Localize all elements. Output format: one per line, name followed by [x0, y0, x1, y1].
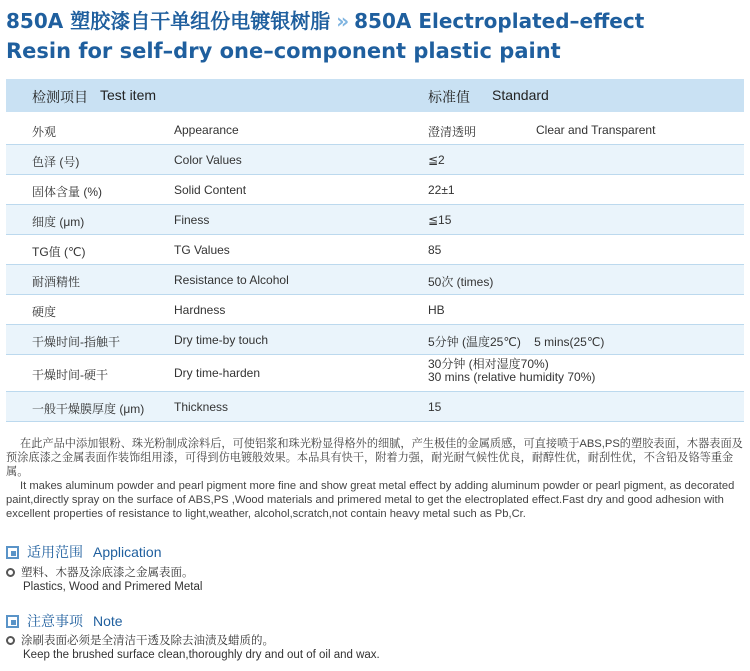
table-row [6, 325, 744, 355]
row-cn: 色泽 (号) [32, 155, 80, 169]
row-value: 22±1 [428, 183, 455, 197]
row-value: 5分钟 (温度25℃) 5 mins(25℃) [428, 335, 605, 349]
row-en: Appearance [174, 123, 239, 137]
note-cn: 涂刷表面必须是全清洁干透及除去油渍及蜡质的。 [21, 635, 274, 647]
row-en: Finess [174, 213, 210, 227]
section-square-icon [6, 546, 19, 559]
title-cn: 850A 塑胶漆自干单组份电镀银树脂 [6, 9, 331, 33]
header-std-en: Standard [492, 87, 549, 103]
row-cn: 细度 (μm) [32, 215, 85, 229]
table-row [6, 145, 744, 175]
table-row [6, 392, 744, 422]
application-heading-en: Application [93, 544, 162, 560]
row-cn: 干燥时间-指触干 [32, 335, 120, 349]
row-value: 30分钟 (相对湿度70%) [428, 357, 549, 371]
header-item-cn: 检测项目 [32, 89, 88, 105]
row-en: Dry time-by touch [174, 333, 269, 347]
note-item [6, 634, 380, 662]
page-title [6, 6, 746, 66]
row-value: 50次 (times) [428, 275, 494, 289]
row-value: HB [428, 303, 445, 317]
row-en: TG Values [174, 243, 230, 257]
row-cn: 耐酒精性 [32, 275, 81, 289]
row-en: Resistance to Alcohol [174, 273, 289, 287]
title-en-line2: Resin for self–dry one–component plastic paint [6, 39, 561, 63]
title-en-line1: 850A Electroplated–effect [354, 9, 645, 33]
row-cn: 外观 [32, 125, 57, 139]
row-cn: 固体含量 (%) [32, 185, 102, 199]
row-value: ≦15 [428, 213, 452, 227]
application-en: Plastics, Wood and Primered Metal [23, 581, 203, 593]
row-en: Hardness [174, 303, 226, 317]
row-cn: TG值 (℃) [32, 245, 86, 259]
row-en: Thickness [174, 400, 229, 414]
table-row [6, 355, 744, 392]
note-heading-cn: 注意事项 [27, 613, 83, 629]
row-value-en: 30 mins (relative humidity 70%) [428, 370, 596, 384]
row-en: Color Values [174, 153, 242, 167]
note-heading-en: Note [93, 613, 123, 629]
table-row [6, 295, 744, 325]
table-header [6, 79, 744, 112]
note-en: Keep the brushed surface clean,thoroughly dry and out of oil and wax. [23, 649, 380, 661]
table-row [6, 205, 744, 235]
section-square-icon [6, 615, 19, 628]
row-cn: 干燥时间-硬干 [32, 368, 108, 382]
row-value: 85 [428, 243, 442, 257]
header-std-cn: 标准值 [428, 89, 470, 105]
row-cn: 一般干燥膜厚度 (μm) [32, 402, 145, 416]
product-description [6, 437, 748, 521]
bullet-circle-icon [6, 568, 15, 577]
description-cn: 在此产品中添加银粉、珠光粉制成涂料后，可使铝浆和珠光粉显得格外的细腻，产生极佳的金属质感，可直接喷于ABS,PS的塑胶表面，木器表面及预涂底漆之金属表面作装饰组用漆，可得到仿电镀般效果。本品具有快干，附着力强，耐光耐气候性优良，耐醇性优，耐刮性优，不含铅及铬等重金属。 [6, 438, 743, 478]
application-heading-cn: 适用范围 [27, 544, 83, 560]
row-value: 15 [428, 400, 442, 414]
row-value: 澄清透明 [428, 125, 477, 139]
row-value: ≦2 [428, 153, 445, 167]
row-en: Solid Content [174, 183, 247, 197]
note-heading [6, 611, 123, 631]
row-cn: 硬度 [32, 305, 57, 319]
application-heading [6, 542, 162, 562]
application-item [6, 566, 202, 594]
double-chevron-icon: » [336, 9, 347, 33]
row-en: Dry time-harden [174, 366, 261, 380]
spec-table [6, 115, 744, 422]
row-value-en: Clear and Transparent [536, 123, 656, 137]
table-row [6, 265, 744, 295]
title-line-1 [6, 6, 746, 36]
table-row [6, 115, 744, 145]
bullet-circle-icon [6, 636, 15, 645]
table-row [6, 235, 744, 265]
table-row [6, 175, 744, 205]
header-item-en: Test item [100, 87, 157, 103]
row-value-block [428, 358, 595, 384]
application-cn: 塑料、木器及涂底漆之金属表面。 [21, 567, 194, 579]
description-en: It makes aluminum powder and pearl pigment more fine and show great metal effect by adding aluminum powder or pearl pigment, as decorated paint,directly spray on the surface of ABS,PS ,Wood materials and primered metal to get the electroplated effect.Fast dry and good adhesion with excellent properties of resistance to light,weather, alcohol,scratch,not contain heavy metal such as Pb,Cr. [6, 480, 735, 520]
